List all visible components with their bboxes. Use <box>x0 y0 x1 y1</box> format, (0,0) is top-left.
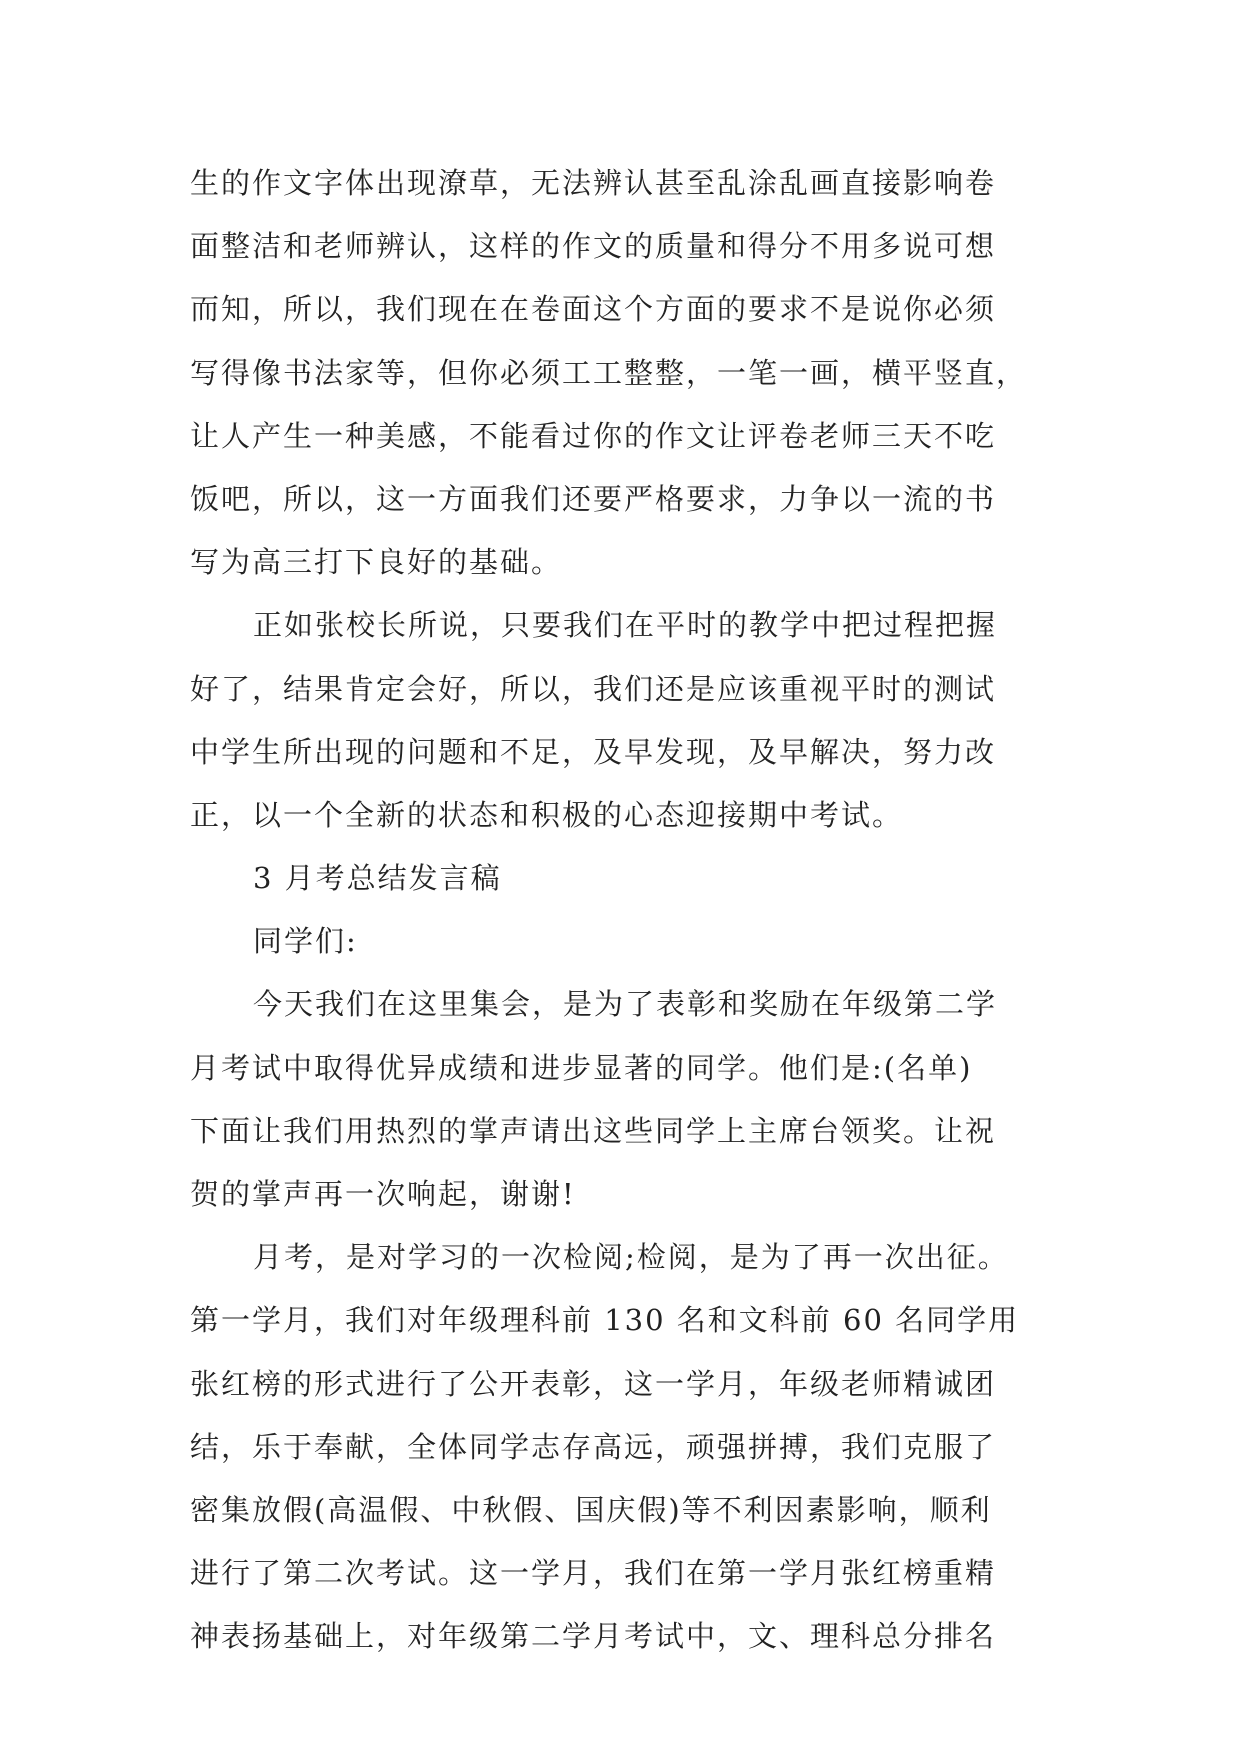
text-line: 饭吧，所以，这一方面我们还要严格要求，力争以一流的书 <box>190 481 997 516</box>
text-line: 张红榜的形式进行了公开表彰，这一学月，年级老师精诚团 <box>190 1366 997 1401</box>
text-line: 而知，所以，我们现在在卷面这个方面的要求不是说你必须 <box>190 292 997 327</box>
text-line: 面整洁和老师辨认，这样的作文的质量和得分不用多说可想 <box>190 229 997 264</box>
salutation: 同学们: <box>253 924 358 959</box>
text-line: 生的作文字体出现潦草，无法辨认甚至乱涂乱画直接影响卷 <box>190 166 997 200</box>
text-line: 下面让我们用热烈的掌声请出这些同学上主席台领奖。让祝 <box>190 1113 997 1148</box>
text-line: 结，乐于奉献，全体同学志存高远，顽强拼搏，我们克服了 <box>190 1429 997 1464</box>
paragraph-start-line: 正如张校长所说，只要我们在平时的教学中把过程把握 <box>253 608 998 643</box>
text-line: 让人产生一种美感，不能看过你的作文让评卷老师三天不吃 <box>190 418 997 453</box>
text-line: 月考试中取得优异成绩和进步显著的同学。他们是:(名单) <box>190 1050 973 1085</box>
text-line: 正，以一个全新的状态和积极的心态迎接期中考试。 <box>190 797 904 832</box>
text-line: 贺的掌声再一次响起，谢谢! <box>190 1177 576 1211</box>
paragraph-start-line: 月考，是对学习的一次检阅;检阅，是为了再一次出征。 <box>253 1240 1009 1275</box>
text-line: 好了，结果肯定会好，所以，我们还是应该重视平时的测试 <box>190 671 997 706</box>
text-line: 第一学月，我们对年级理科前 130 名和文科前 60 名同学用 <box>190 1303 1020 1338</box>
text-line: 写得像书法家等，但你必须工工整整，一笔一画，横平竖直， <box>190 355 1028 390</box>
text-line: 写为高三打下良好的基础。 <box>190 545 563 580</box>
text-line: 神表扬基础上，对年级第二学月考试中，文、理科总分排名 <box>190 1619 997 1654</box>
document-body <box>190 152 1070 1669</box>
paragraph-start-line: 今天我们在这里集会，是为了表彰和奖励在年级第二学 <box>253 987 998 1022</box>
text-line: 密集放假(高温假、中秋假、国庆假)等不利因素影响，顺利 <box>190 1492 992 1527</box>
section-heading: 3 月考总结发言稿 <box>253 861 502 896</box>
text-line: 中学生所出现的问题和不足，及早发现，及早解决，努力改 <box>190 734 997 769</box>
text-line: 进行了第二次考试。这一学月，我们在第一学月张红榜重精 <box>190 1556 997 1591</box>
